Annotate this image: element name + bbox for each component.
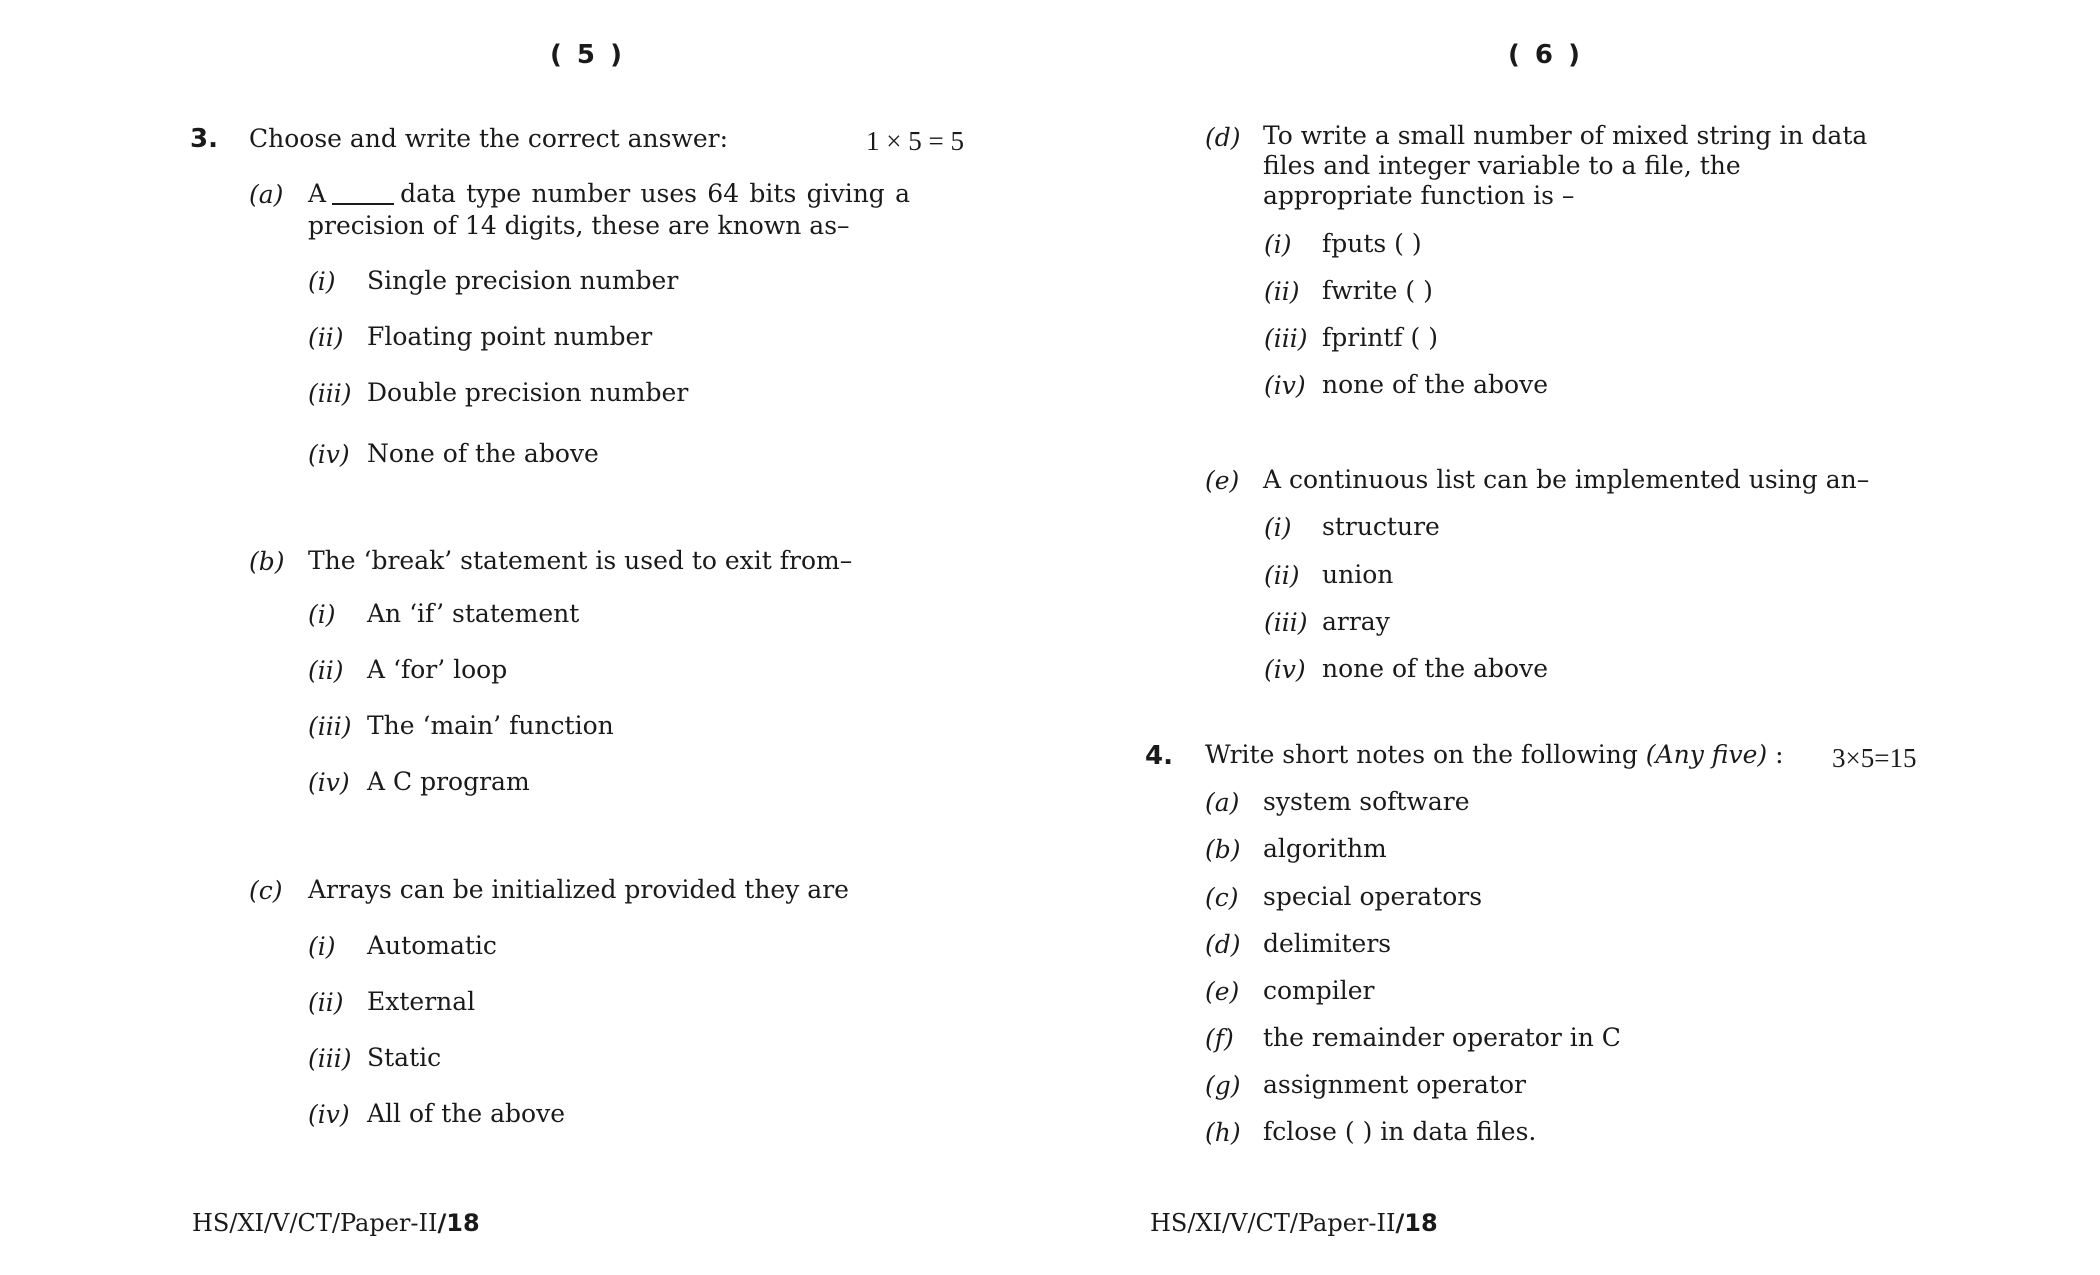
footer-code: HS/XI/V/CT/Paper-II (1150, 1209, 1396, 1237)
question-marks: 1 × 5 = 5 (866, 126, 964, 156)
answer-blank (332, 203, 394, 205)
subquestion-label: (a) (249, 180, 284, 209)
item-text: special operators (1263, 882, 1483, 911)
option-label: (iv) (308, 768, 350, 797)
item-label: (f) (1205, 1024, 1234, 1053)
subquestion-label: (e) (1205, 466, 1240, 495)
option-text: fputs ( ) (1322, 229, 1422, 258)
option-text: fwrite ( ) (1322, 276, 1433, 305)
option-text: fprintf ( ) (1322, 323, 1439, 352)
item-text: system software (1263, 787, 1470, 816)
item-text: fclose ( ) in data files. (1263, 1117, 1537, 1146)
question-number: 3. (190, 124, 218, 154)
option-text: Automatic (367, 931, 497, 960)
item-label: (b) (1205, 835, 1241, 864)
option-text: none of the above (1322, 654, 1549, 683)
item-label: (d) (1205, 930, 1241, 959)
option-text: All of the above (367, 1099, 566, 1128)
subquestion-label: (d) (1205, 123, 1241, 152)
option-label: (iii) (308, 1044, 352, 1073)
option-text: None of the above (367, 439, 599, 468)
option-label: (ii) (308, 323, 344, 352)
item-text: assignment operator (1263, 1070, 1527, 1099)
footer-year: /18 (437, 1209, 480, 1237)
option-text: The ‘main’ function (367, 711, 614, 740)
footer-paper-code (192, 1209, 480, 1237)
option-text: Double precision number (367, 378, 689, 407)
item-text: algorithm (1263, 834, 1387, 863)
question-number: 4. (1145, 741, 1173, 771)
item-label: (c) (1205, 883, 1239, 912)
option-label: (ii) (1264, 561, 1300, 590)
option-label: (iii) (308, 379, 352, 408)
option-text: structure (1322, 512, 1440, 541)
option-text: A ‘for’ loop (367, 655, 508, 684)
option-label: (i) (1264, 230, 1292, 259)
subquestion-text: To write a small number of mixed string in data files and integer variable to a file, the appropriate function is – (1263, 121, 1868, 210)
option-text: union (1322, 560, 1394, 589)
option-text: An ‘if’ statement (367, 599, 580, 628)
option-label: (iv) (308, 440, 350, 469)
option-label: (i) (308, 932, 336, 961)
option-label: (iv) (308, 1100, 350, 1129)
prompt-text: Write short notes on the following (1205, 740, 1638, 769)
item-text: compiler (1263, 976, 1375, 1005)
option-label: (iii) (308, 712, 352, 741)
option-label: (iv) (1264, 655, 1306, 684)
option-label: (i) (308, 600, 336, 629)
option-text: array (1322, 607, 1390, 636)
option-label: (ii) (1264, 277, 1300, 306)
subquestion-label: (c) (249, 876, 283, 905)
option-label: (iii) (1264, 608, 1308, 637)
option-label: (ii) (308, 656, 344, 685)
option-label: (i) (1264, 513, 1292, 542)
item-label: (h) (1205, 1118, 1241, 1147)
question-marks: 3×5=15 (1832, 743, 1917, 773)
prompt-colon: : (1767, 740, 1784, 769)
footer-code: HS/XI/V/CT/Paper-II (192, 1209, 438, 1237)
page-number-right: ( 6 ) (1508, 40, 1583, 70)
question-prompt (1205, 740, 1784, 769)
subquestion-text: A continuous list can be implemented using an– (1263, 465, 1870, 494)
item-text: delimiters (1263, 929, 1392, 958)
subquestion-text (308, 178, 910, 242)
item-label: (e) (1205, 977, 1240, 1006)
text-before-blank: A (308, 179, 327, 208)
prompt-qualifier: (Any five) (1645, 740, 1768, 769)
option-text: Static (367, 1043, 442, 1072)
item-label: (a) (1205, 788, 1240, 817)
subquestion-label: (b) (249, 547, 285, 576)
option-text: none of the above (1322, 370, 1549, 399)
item-label: (g) (1205, 1071, 1241, 1100)
option-label: (ii) (308, 988, 344, 1017)
option-label: (iv) (1264, 371, 1306, 400)
subquestion-text: Arrays can be initialized provided they are (308, 875, 849, 904)
item-text: the remainder operator in C (1263, 1023, 1621, 1052)
option-label: (i) (308, 267, 336, 296)
option-text: Floating point number (367, 322, 653, 351)
page-number-left: ( 5 ) (550, 40, 625, 70)
subquestion-text: The ‘break’ statement is used to exit from– (308, 546, 853, 575)
question-prompt: Choose and write the correct answer: (249, 124, 729, 153)
option-text: External (367, 987, 476, 1016)
option-label: (iii) (1264, 324, 1308, 353)
footer-year: /18 (1395, 1209, 1438, 1237)
option-text: Single precision number (367, 266, 679, 295)
option-text: A C program (367, 767, 530, 796)
text-after-blank: data type number uses 64 bits giving a precision of 14 digits, these are known as– (308, 179, 910, 240)
footer-paper-code (1150, 1209, 1438, 1237)
